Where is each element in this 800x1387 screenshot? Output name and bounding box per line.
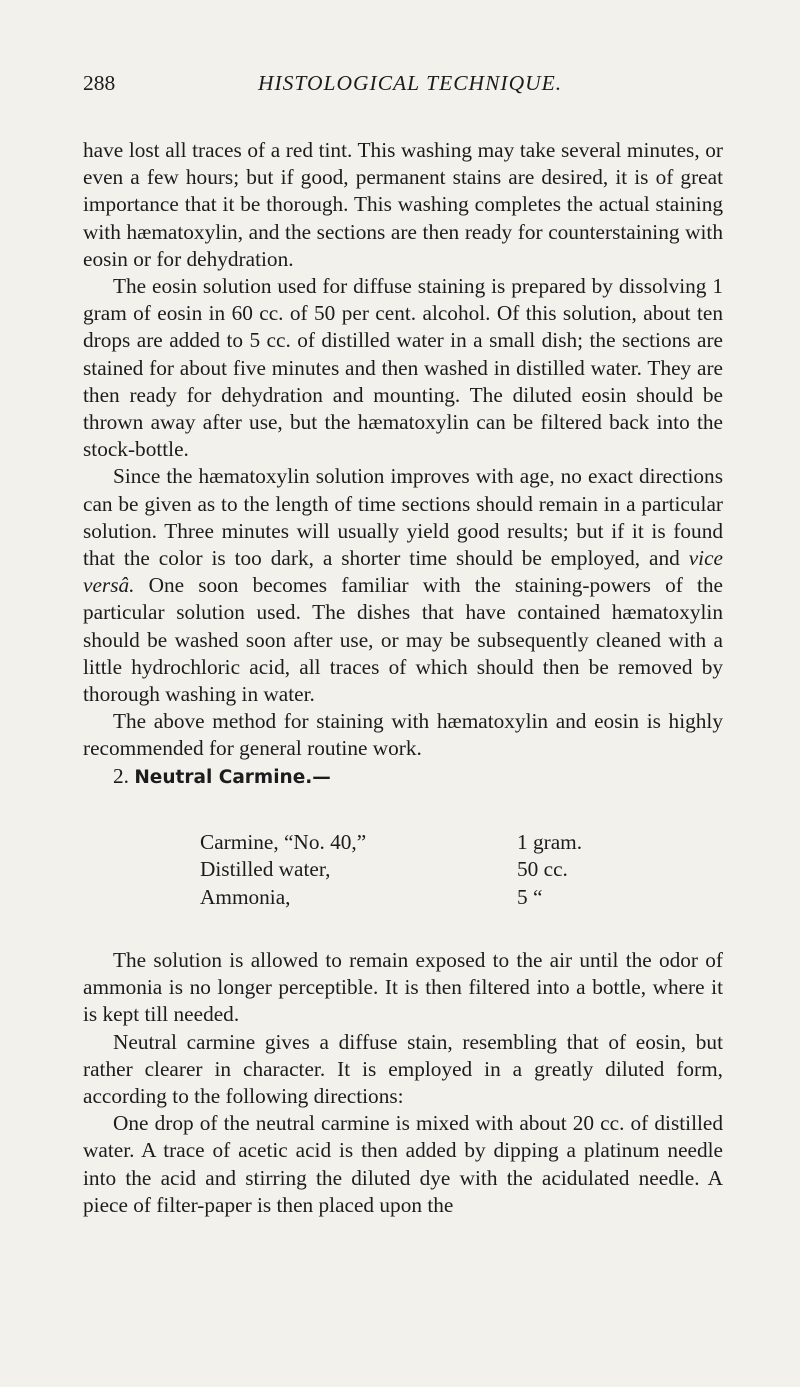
italic-phrase: vice versâ. — [83, 546, 723, 598]
section-number: 2. — [113, 763, 129, 788]
paragraph-text-part: Since the hæmatoxylin solution improves with age, no exact directions can be given as to the length of time sections should remain in a particular solution. Three minutes will usually yield good results; but if it is found that the color is too dark, a shorter time should be employed, and — [83, 464, 723, 571]
paragraph-hematoxylin-age — [83, 463, 723, 708]
recipe-row — [200, 884, 723, 911]
paragraph-exposure: The solution is allowed to remain exposed to the air until the odor of ammonia is no longer perceptible. It is then filtered into a bottle, where it is kept till needed. — [83, 948, 723, 1027]
paragraph-text-part: One soon becomes familiar with the staining-powers of the particular solution used. The dishes that have contained hæmatoxylin should be washed soon after use, or may be subsequently cleaned with a little hydrochloric acid, all traces of which should then be removed by thorough washing in water. — [83, 573, 723, 707]
recipe-amount: 1 gram. — [517, 829, 583, 854]
recipe-ingredient: Carmine, “No. 40,” — [200, 829, 367, 854]
section-title: Neutral Carmine.— — [134, 766, 331, 788]
recipe-ingredient: Distilled water, — [200, 857, 331, 882]
recipe-ingredient: Ammonia, — [200, 884, 291, 909]
recipe-amount: 5 “ — [517, 884, 543, 909]
recipe-row — [200, 856, 723, 883]
body-text — [83, 137, 723, 1219]
paragraph-directions: One drop of the neutral carmine is mixed with about 20 cc. of distilled water. A trace of acetic acid is then added by dipping a platinum needle into the acid and stirring the diluted dye with the acidulated needle. A piece of filter-paper is then placed upon the — [83, 1111, 723, 1217]
paragraph-continuation: have lost all traces of a red tint. This washing may take several minutes, or even a few hours; but if good, permanent stains are desired, it is of great importance that it be thorough. This washing completes the actual staining with hæmatoxylin, and the sections are then ready for counterstaining with eosin or for dehydration. — [83, 138, 723, 271]
recipe-table — [83, 829, 723, 911]
running-title: HISTOLOGICAL TECHNIQUE. — [258, 71, 563, 95]
page-number: 288 — [83, 71, 116, 95]
page-header — [83, 71, 723, 107]
recipe-amount: 50 cc. — [517, 857, 568, 882]
paragraph-eosin-solution: The eosin solution used for diffuse staining is prepared by dissolving 1 gram of eosin in 60 cc. of 50 per cent. alcohol. Of this solution, about ten drops are added to 5 cc. of distilled water in a small dish; the sections are stained for about five minutes and then washed in distilled water. They are then ready for dehydration and mounting. The diluted eosin should be thrown away after use, but the hæmatoxylin can be filtered back into the stock-bottle. — [83, 274, 723, 462]
paragraph-neutral-carmine: Neutral carmine gives a diffuse stain, resembling that of eosin, but rather clearer in character. It is employed in a greatly diluted form, according to the following directions: — [83, 1029, 723, 1109]
section-heading — [83, 763, 723, 791]
recipe-row — [200, 829, 723, 856]
paragraph-method-recommendation: The above method for staining with hæmatoxylin and eosin is highly recommended for general routine work. — [83, 709, 723, 761]
